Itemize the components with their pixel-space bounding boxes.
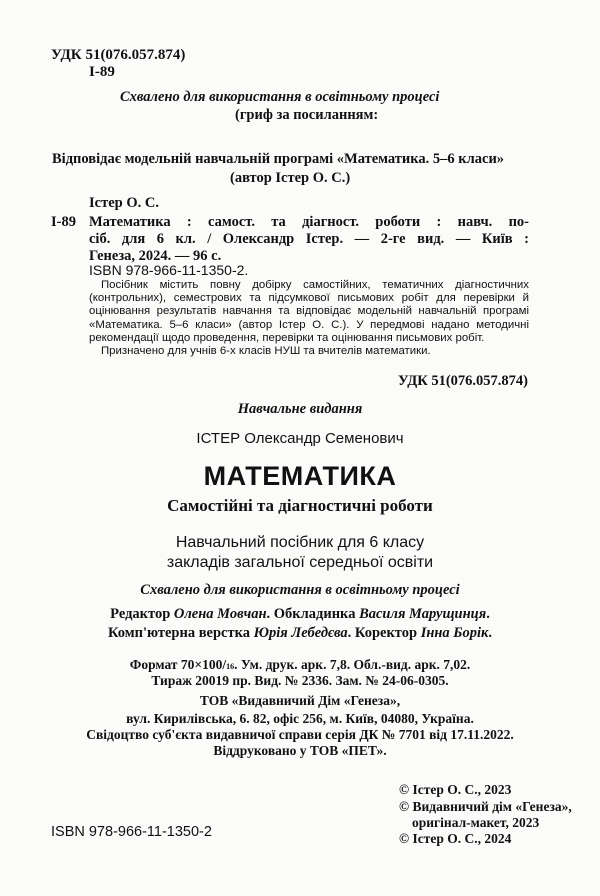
book-subtitle: Самостійні та діагностичні роботи <box>167 496 433 515</box>
cover-label: . Обкладинка <box>266 606 360 622</box>
publisher-address: вул. Кирилівська, 6. 82, офіс 256, м. Київ, 04080, Україна. <box>126 711 474 726</box>
editor-label: Редактор <box>110 606 174 622</box>
publisher-name: ТОВ «Видавничий Дім «Генеза», <box>199 693 401 708</box>
author-heading: Істер О. С. <box>89 195 159 211</box>
publisher-certificate: Свідоцтво суб'єкта видавничої справи серія ДК № 7701 від 17.11.2022. <box>86 727 514 742</box>
isbn-bibliographic: ISBN 978-966-11-1350-2. <box>89 262 249 278</box>
bibliographic-line1: Математика : самост. та діагност. роботи : навч. по- <box>89 214 529 230</box>
copyright-layout: оригінал-макет, 2023 <box>412 815 540 830</box>
editor-name: Олена Мовчан <box>173 606 267 622</box>
author-full-name: ІСТЕР Олександр Семенович <box>196 430 404 447</box>
annotation-paragraph-1: Посібник містить повну добірку самостійних, тематичних діагностичних (контрольних), семестрових та підсумкової письмових робіт для перевірки й оцінювання результатів навчання та відповідає модельній навчальній програмі «Математика. 5–6 класи» (автор Істер О. С.). У передмові надано методичні рекомендації щодо проведення, перевірки та оцінювання письмових робіт. <box>89 279 529 344</box>
layout-label: Комп'ютерна верстка <box>107 625 254 641</box>
credits-line2: Комп'ютерна верстка Юрія Лебедєва. Коректор Інна Борік. <box>107 625 493 641</box>
proofreader-label: . Коректор <box>347 625 421 641</box>
udk-code-top: УДК 51(076.057.874) <box>51 47 186 63</box>
approval-stamp-line1: Схвалено для використання в освітньому процесі <box>120 89 440 105</box>
approval-stamp-line2: (гриф за посиланням: <box>235 107 379 123</box>
author-mark: І-89 <box>51 214 76 230</box>
proofreader-name: Інна Борік <box>420 625 489 641</box>
book-title: МАТЕМАТИКА <box>203 461 397 491</box>
cover-artist-name: Василя Марущинця <box>359 606 487 622</box>
program-compliance-line2: (автор Істер О. С.) <box>230 170 351 186</box>
approval-repeat: Схвалено для використання в освітньому процесі <box>140 582 460 598</box>
copyright-author-2023: © Істер О. С., 2023 <box>399 782 512 797</box>
edition-type: Навчальне видання <box>237 401 363 417</box>
copyright-author-2024: © Істер О. С., 2024 <box>399 831 512 846</box>
copyright-publisher: © Видавничий дім «Генеза», <box>399 799 572 814</box>
format-line: Формат 70×100/16. Ум. друк. арк. 7,8. Обл.-вид. арк. 7,02. <box>129 657 471 672</box>
book-description-line1: Навчальний посібник для 6 класу <box>175 534 425 551</box>
printed-by: Віддруковано у ТОВ «ПЕТ». <box>213 743 387 758</box>
bibliographic-line2: сіб. для 6 кл. / Олександр Істер. — 2-ге вид. — Київ : <box>89 231 529 247</box>
author-mark-top: І-89 <box>89 64 115 80</box>
credits-line1: Редактор Олена Мовчан. Обкладинка Василя Марущинця. <box>110 606 490 622</box>
annotation-paragraph-2: Призначено для учнів 6-х класів НУШ та вчителів математики. <box>101 345 431 358</box>
layout-artist-name: Юрія Лебедєва <box>253 625 348 641</box>
udk-code-bottom: УДК 51(076.057.874) <box>398 373 528 389</box>
bibliographic-line3: Генеза, 2024. — 96 с. <box>89 248 222 264</box>
print-run-line: Тираж 20019 пр. Вид. № 2336. Зам. № 24-06-0305. <box>151 673 449 688</box>
program-compliance-line1: Відповідає модельній навчальній програмі «Математика. 5–6 класи» <box>52 151 505 167</box>
annotation <box>89 279 529 358</box>
isbn-footer: ISBN 978-966-11-1350-2 <box>51 824 212 840</box>
book-description-line2: закладів загальної середньої освіти <box>166 554 434 571</box>
